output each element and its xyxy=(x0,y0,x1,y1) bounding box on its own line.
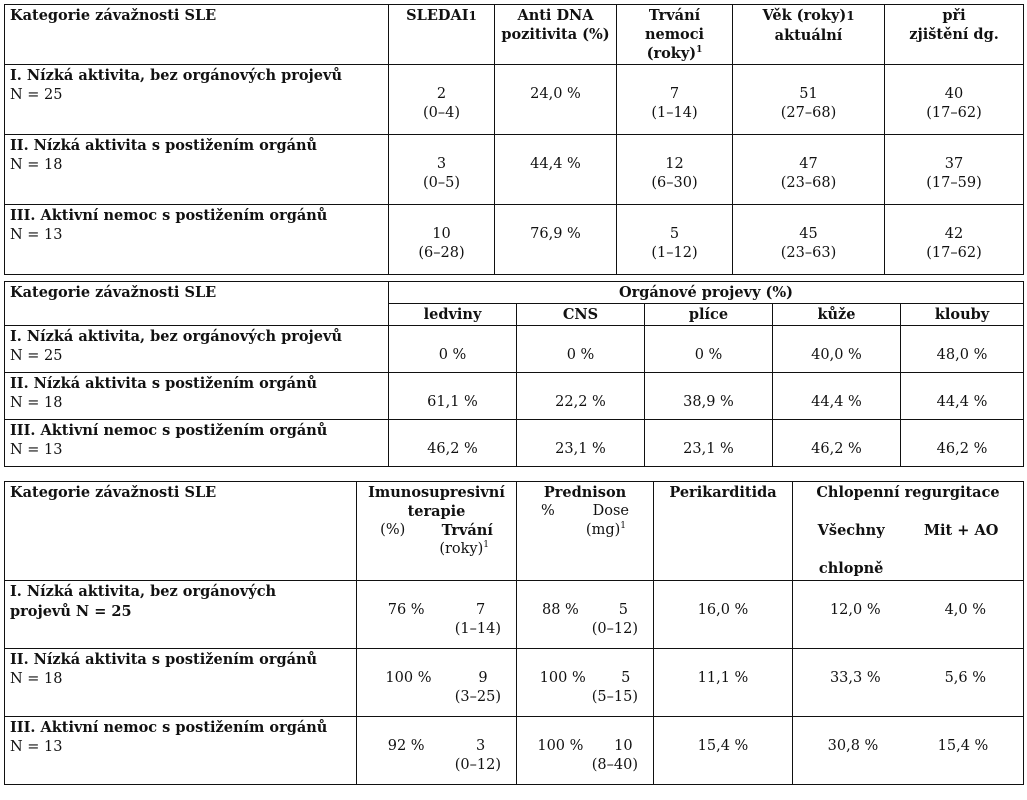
header-ledviny: ledviny xyxy=(389,304,517,326)
cell-ledviny: 61,1 % xyxy=(389,373,517,420)
cell-chlopenni: 30,8 % 15,4 % xyxy=(793,717,1024,785)
row-category: III. Aktivní nemoc s postižením orgánů N = 13 xyxy=(5,205,389,275)
row-category: III. Aktivní nemoc s postižením orgánů N = 13 xyxy=(5,420,389,467)
cell-trvani: 7 (1–14) xyxy=(617,65,733,135)
table-therapy xyxy=(4,481,1024,785)
cell-klouby: 48,0 % xyxy=(901,326,1024,373)
header-category: Kategorie závažnosti SLE xyxy=(5,482,357,581)
header-imuno: Imunosupresivní terapie (%) Trvání (roky)$^1$ xyxy=(357,482,517,581)
cell-pri: 42 (17–62) xyxy=(885,205,1024,275)
cell-plice: 38,9 % xyxy=(645,373,773,420)
row-category: II. Nízká aktivita s postižením orgánů N = 18 xyxy=(5,649,357,717)
cell-imuno: 76 % 7 (1–14) xyxy=(357,581,517,649)
cell-perikarditida: 11,1 % xyxy=(654,649,793,717)
row-category: I. Nízká aktivita, bez orgánových projevů N = 25 xyxy=(5,326,389,373)
cell-imuno: 100 % 9 (3–25) xyxy=(357,649,517,717)
header-vek: Věk (roky)1 aktuální xyxy=(733,5,885,65)
cell-sledai: 3 (0–5) xyxy=(389,135,495,205)
row-category: I. Nízká aktivita, bez orgánových projevů N = 25 xyxy=(5,581,357,649)
cell-vek: 47 (23–68) xyxy=(733,135,885,205)
row-category: III. Aktivní nemoc s postižením orgánů N = 13 xyxy=(5,717,357,785)
header-trvani: Trvání nemoci (roky)$^1$ xyxy=(617,5,733,65)
cell-perikarditida: 16,0 % xyxy=(654,581,793,649)
header-row xyxy=(5,282,1024,304)
header-prednison: Prednison % Dose (mg)$^1$ xyxy=(517,482,654,581)
header-chlopenni: Chlopenní regurgitace Všechny chlopně Mit + AO xyxy=(793,482,1024,581)
cell-trvani: 12 (6–30) xyxy=(617,135,733,205)
cell-prednison: 100 % 10 (8–40) xyxy=(517,717,654,785)
row-category: II. Nízká aktivita s postižením orgánů N = 18 xyxy=(5,135,389,205)
header-category: Kategorie závažnosti SLE xyxy=(5,5,389,65)
row-category: II. Nízká aktivita s postižením orgánů N = 18 xyxy=(5,373,389,420)
cell-chlopenni: 33,3 % 5,6 % xyxy=(793,649,1024,717)
cell-antidna: 24,0 % xyxy=(495,65,617,135)
cell-chlopenni: 12,0 % 4,0 % xyxy=(793,581,1024,649)
cell-cns: 0 % xyxy=(517,326,645,373)
table-row xyxy=(5,65,1024,135)
cell-kuze: 40,0 % xyxy=(773,326,901,373)
cell-sledai: 2 (0–4) xyxy=(389,65,495,135)
table-row xyxy=(5,326,1024,373)
row-category: I. Nízká aktivita, bez orgánových projevů N = 25 xyxy=(5,65,389,135)
table-row xyxy=(5,649,1024,717)
cell-ledviny: 0 % xyxy=(389,326,517,373)
table-row xyxy=(5,717,1024,785)
header-row xyxy=(5,5,1024,65)
table-row xyxy=(5,373,1024,420)
header-pri: při zjištění dg. xyxy=(885,5,1024,65)
cell-prednison: 100 % 5 (5–15) xyxy=(517,649,654,717)
cell-kuze: 44,4 % xyxy=(773,373,901,420)
cell-klouby: 44,4 % xyxy=(901,373,1024,420)
cell-cns: 23,1 % xyxy=(517,420,645,467)
header-antidna: Anti DNA pozitivita (%) xyxy=(495,5,617,65)
header-sledai: SLEDAI1 xyxy=(389,5,495,65)
header-organ-group: Orgánové projevy (%) xyxy=(389,282,1024,304)
table-row xyxy=(5,581,1024,649)
header-kuze: kůže xyxy=(773,304,901,326)
cell-imuno: 92 % 3 (0–12) xyxy=(357,717,517,785)
header-klouby: klouby xyxy=(901,304,1024,326)
cell-cns: 22,2 % xyxy=(517,373,645,420)
cell-perikarditida: 15,4 % xyxy=(654,717,793,785)
header-row xyxy=(5,304,1024,326)
cell-antidna: 44,4 % xyxy=(495,135,617,205)
header-row xyxy=(5,482,1024,581)
cell-trvani: 5 (1–12) xyxy=(617,205,733,275)
cell-plice: 23,1 % xyxy=(645,420,773,467)
cell-kuze: 46,2 % xyxy=(773,420,901,467)
cell-pri: 40 (17–62) xyxy=(885,65,1024,135)
cell-plice: 0 % xyxy=(645,326,773,373)
cell-sledai: 10 (6–28) xyxy=(389,205,495,275)
header-plice: plíce xyxy=(645,304,773,326)
header-perikarditida: Perikarditida xyxy=(654,482,793,581)
cell-antidna: 76,9 % xyxy=(495,205,617,275)
header-category-spacer xyxy=(5,304,389,326)
table-disease-activity xyxy=(4,4,1024,275)
header-cns: CNS xyxy=(517,304,645,326)
table-organ-manifestations xyxy=(4,281,1024,467)
cell-prednison: 88 % 5 (0–12) xyxy=(517,581,654,649)
table-row xyxy=(5,420,1024,467)
cell-vek: 45 (23–63) xyxy=(733,205,885,275)
header-category: Kategorie závažnosti SLE xyxy=(5,282,389,304)
cell-pri: 37 (17–59) xyxy=(885,135,1024,205)
table-row xyxy=(5,205,1024,275)
cell-vek: 51 (27–68) xyxy=(733,65,885,135)
table-row xyxy=(5,135,1024,205)
cell-klouby: 46,2 % xyxy=(901,420,1024,467)
cell-ledviny: 46,2 % xyxy=(389,420,517,467)
